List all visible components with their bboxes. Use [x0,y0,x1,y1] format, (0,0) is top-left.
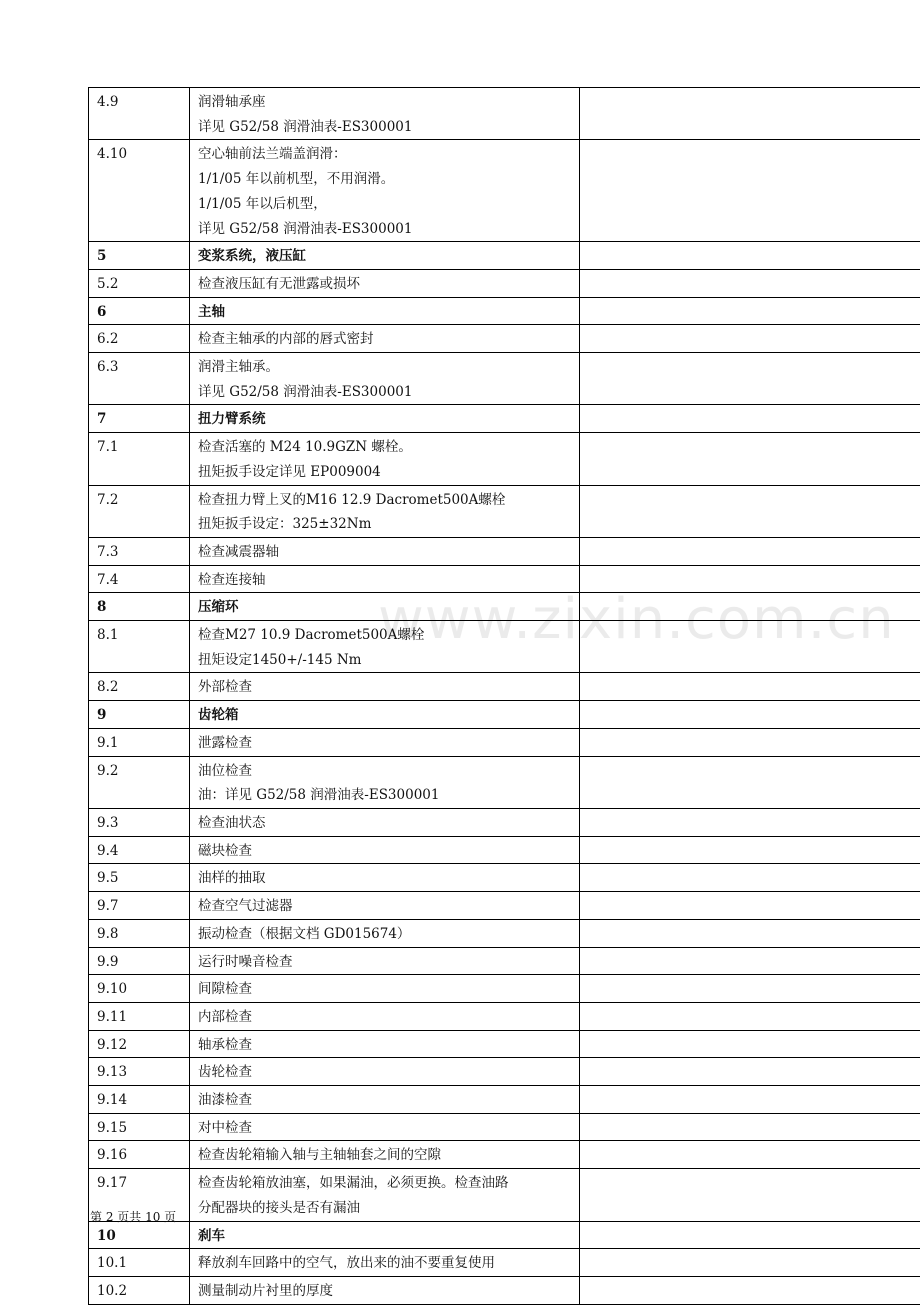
item-number: 7.3 [89,537,190,565]
item-number: 7 [89,405,190,433]
item-number: 9.8 [89,919,190,947]
item-notes [580,1086,920,1114]
item-number: 9 [89,701,190,729]
item-notes [580,485,920,537]
description-line: 检查减震器轴 [198,540,571,565]
description-line: 扭力臂系统 [198,407,571,432]
item-number: 10 [89,1221,190,1249]
table-row [89,1141,920,1169]
item-notes [580,593,920,621]
item-number: 9.11 [89,1002,190,1030]
description-line: 磁块检查 [198,839,571,864]
table-row [89,673,920,701]
item-description [190,892,580,920]
description-line: 齿轮检查 [198,1060,571,1085]
item-description [190,808,580,836]
item-number: 9.7 [89,892,190,920]
item-number: 4.9 [89,88,190,140]
item-description [190,242,580,270]
description-line: 油漆检查 [198,1088,571,1113]
item-description [190,297,580,325]
item-number: 6.3 [89,353,190,405]
item-notes [580,808,920,836]
item-notes [580,269,920,297]
item-description [190,1086,580,1114]
table-row [89,621,920,673]
description-line: 检查扭力臂上叉的M16 12.9 Dacromet500A螺栓 [198,488,571,513]
description-line: 扭矩扳手设定详见 EP009004 [198,460,571,485]
checklist-body [89,88,920,1305]
item-description [190,1276,580,1304]
table-row [89,808,920,836]
section-row [89,297,920,325]
description-line: 振动检查（根据文档 GD015674） [198,922,571,947]
item-notes [580,1058,920,1086]
description-line: 测量制动片衬里的厚度 [198,1279,571,1304]
item-number: 9.3 [89,808,190,836]
item-notes [580,1249,920,1277]
table-row [89,537,920,565]
table-row [89,1276,920,1304]
item-number: 9.16 [89,1141,190,1169]
table-row [89,728,920,756]
item-notes [580,537,920,565]
item-description [190,140,580,242]
item-description [190,1221,580,1249]
item-description [190,593,580,621]
item-description [190,433,580,485]
item-description [190,701,580,729]
description-line: 检查齿轮箱放油塞，如果漏油，必须更换。检查油路 [198,1171,571,1196]
description-line: 运行时噪音检查 [198,950,571,975]
table-row [89,864,920,892]
item-number: 9.15 [89,1113,190,1141]
table-row [89,88,920,140]
table-row [89,140,920,242]
table-row [89,565,920,593]
item-number: 6.2 [89,325,190,353]
description-line: 空心轴前法兰端盖润滑： [198,142,571,167]
table-row [89,919,920,947]
table-row [89,1030,920,1058]
item-number: 9.5 [89,864,190,892]
table-row [89,269,920,297]
description-line: 齿轮箱 [198,703,571,728]
table-row [89,1058,920,1086]
table-row [89,325,920,353]
table-row [89,1169,920,1221]
item-description [190,947,580,975]
description-line: 油：详见 G52/58 润滑油表-ES300001 [198,783,571,808]
table-row [89,947,920,975]
item-number: 9.1 [89,728,190,756]
item-notes [580,1169,920,1221]
item-number: 10.1 [89,1249,190,1277]
section-row [89,701,920,729]
watermark: www.zixin.com.cn [378,587,895,652]
item-number: 5 [89,242,190,270]
item-description [190,1030,580,1058]
table-row [89,1113,920,1141]
description-line: 检查油状态 [198,811,571,836]
description-line: 释放刹车回路中的空气，放出来的油不要重复使用 [198,1251,571,1276]
table-row [89,1002,920,1030]
item-number: 9.2 [89,756,190,808]
description-line: 主轴 [198,300,571,325]
item-number: 9.17 [89,1169,190,1221]
description-line: 检查连接轴 [198,568,571,593]
item-notes [580,297,920,325]
description-line: 扭矩设定1450+/-145 Nm [198,648,571,673]
item-number: 9.10 [89,975,190,1003]
description-line: 详见 G52/58 润滑油表-ES300001 [198,115,571,140]
description-line: 刹车 [198,1224,571,1249]
item-notes [580,836,920,864]
item-description [190,919,580,947]
description-line: 详见 G52/58 润滑油表-ES300001 [198,217,571,242]
table-row [89,756,920,808]
item-notes [580,1030,920,1058]
section-row [89,593,920,621]
page-footer: 第 2 页共 10 页 [90,1208,176,1225]
item-number: 7.4 [89,565,190,593]
table-row [89,975,920,1003]
item-number: 7.2 [89,485,190,537]
item-notes [580,673,920,701]
item-description [190,565,580,593]
table-row [89,353,920,405]
item-description [190,1169,580,1221]
table-row [89,892,920,920]
item-description [190,1058,580,1086]
item-notes [580,88,920,140]
description-line: 内部检查 [198,1005,571,1030]
item-number: 4.10 [89,140,190,242]
table-row [89,1086,920,1114]
item-description [190,88,580,140]
item-notes [580,325,920,353]
item-notes [580,919,920,947]
item-number: 9.14 [89,1086,190,1114]
item-notes [580,756,920,808]
item-description [190,1249,580,1277]
description-line: 轴承检查 [198,1033,571,1058]
item-number: 7.1 [89,433,190,485]
item-notes [580,1221,920,1249]
description-line: 1/1/05 年以后机型， [198,192,571,217]
item-description [190,756,580,808]
description-line: 对中检查 [198,1116,571,1141]
description-line: 变浆系统，液压缸 [198,244,571,269]
item-description [190,269,580,297]
item-notes [580,353,920,405]
item-notes [580,1141,920,1169]
description-line: 扭矩扳手设定：325±32Nm [198,512,571,537]
description-line: 分配器块的接头是否有漏油 [198,1196,571,1221]
item-notes [580,1002,920,1030]
description-line: 检查液压缸有无泄露或损坏 [198,272,571,297]
section-row [89,1221,920,1249]
description-line: 间隙检查 [198,977,571,1002]
item-description [190,673,580,701]
description-line: 油样的抽取 [198,866,571,891]
item-description [190,728,580,756]
item-description [190,864,580,892]
item-notes [580,1276,920,1304]
item-number: 5.2 [89,269,190,297]
item-notes [580,405,920,433]
description-line: 检查齿轮箱输入轴与主轴轴套之间的空隙 [198,1143,571,1168]
item-number: 6 [89,297,190,325]
item-description [190,353,580,405]
item-description [190,485,580,537]
description-line: 详见 G52/58 润滑油表-ES300001 [198,380,571,405]
item-description [190,1002,580,1030]
item-description [190,836,580,864]
description-line: 油位检查 [198,759,571,784]
item-description [190,1113,580,1141]
item-notes [580,242,920,270]
item-number: 10.2 [89,1276,190,1304]
item-description [190,405,580,433]
description-line: 外部检查 [198,675,571,700]
description-line: 泄露检查 [198,731,571,756]
item-notes [580,947,920,975]
section-row [89,405,920,433]
table-row [89,836,920,864]
description-line: 检查空气过滤器 [198,894,571,919]
item-number: 9.12 [89,1030,190,1058]
description-line: 检查活塞的 M24 10.9GZN 螺栓。 [198,435,571,460]
item-number: 8.1 [89,621,190,673]
table-row [89,1249,920,1277]
item-notes [580,864,920,892]
section-row [89,242,920,270]
description-line: 压缩环 [198,595,571,620]
item-notes [580,892,920,920]
item-description [190,537,580,565]
checklist-table [88,87,920,1305]
item-description [190,1141,580,1169]
item-description [190,975,580,1003]
item-number: 8 [89,593,190,621]
table-row [89,485,920,537]
description-line: 润滑轴承座 [198,90,571,115]
item-notes [580,975,920,1003]
item-notes [580,140,920,242]
item-notes [580,1113,920,1141]
description-line: 润滑主轴承。 [198,355,571,380]
item-notes [580,433,920,485]
item-number: 9.13 [89,1058,190,1086]
item-number: 9.9 [89,947,190,975]
description-line: 检查M27 10.9 Dacromet500A螺栓 [198,623,571,648]
item-description [190,325,580,353]
item-notes [580,621,920,673]
item-notes [580,728,920,756]
item-number: 8.2 [89,673,190,701]
description-line: 1/1/05 年以前机型，不用润滑。 [198,167,571,192]
item-description [190,621,580,673]
description-line: 检查主轴承的内部的唇式密封 [198,327,571,352]
item-notes [580,565,920,593]
table-row [89,433,920,485]
item-number: 9.4 [89,836,190,864]
item-notes [580,701,920,729]
